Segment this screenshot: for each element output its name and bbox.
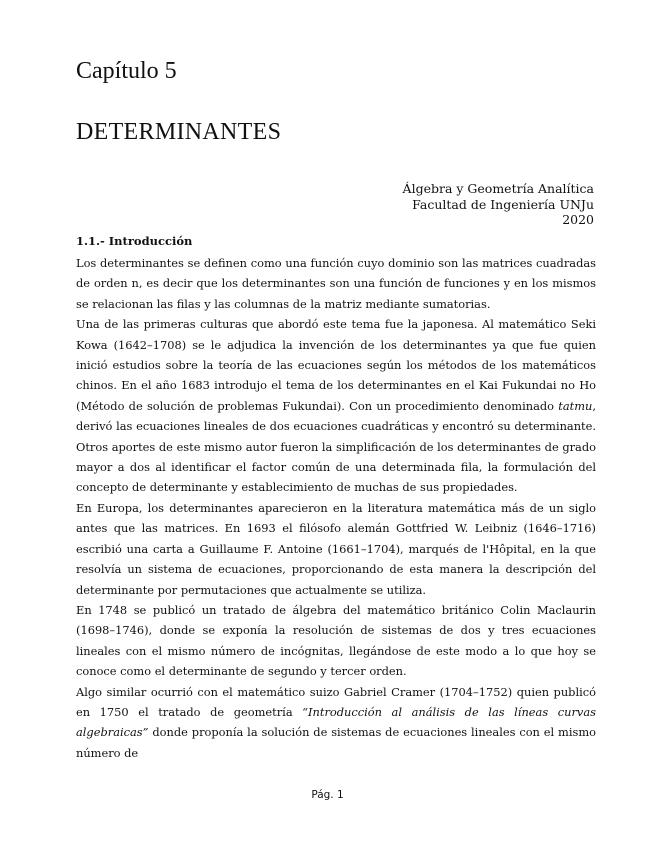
paragraph-1-text: Los determinantes se definen como una función cuyo dominio son las matrices cuadradas de orden n, es decir que los determinantes son una función de funciones y en los mismos se relacionan las filas y las columnas de la matriz mediante sumatorias. [76, 256, 596, 311]
paragraph-2 [76, 314, 596, 498]
paragraph-5 [76, 682, 596, 764]
paragraph-1 [76, 253, 596, 314]
document-year: 2020 [562, 212, 594, 227]
paragraph-5-italic: “Introducción al análisis de las líneas curvas algebraicas” [76, 704, 596, 740]
paragraph-3-text: En Europa, los determinantes aparecieron en la literatura matemática más de un siglo antes que las matrices. En 1693 el filósofo alemán Gottfried W. Leibniz (1646–1716) escribió una carta a Guillaume F. Antoine (1661–1704), marqués de l'Hôpital, en la que resolvía un sistema de ecuaciones, proporcionando de esta manera la descripción del determinante por permutaciones que actualmente se utiliza. [76, 500, 596, 597]
body-text [76, 253, 596, 763]
paragraph-4 [76, 600, 596, 682]
faculty-name: Facultad de Ingeniería UNJu [412, 196, 594, 212]
paragraph-3 [76, 498, 596, 600]
paragraph-2-italic: tatmu [558, 398, 593, 413]
paragraph-2-text-b: , derivó las ecuaciones lineales de dos ecuaciones cuadráticas y encontró su determinante. Otros aportes de este mismo autor fueron la simplificación de los determinantes de grado mayor a dos al identificar el factor común de una determinada fila, la formulación del concepto de determinante y establecimiento de muchas de sus propiedades. [76, 398, 596, 495]
chapter-label: Capítulo 5 [76, 58, 177, 84]
page-number: Pág. 1 [311, 789, 344, 801]
document-meta [403, 181, 594, 228]
section-heading: 1.1.- Introducción [76, 234, 193, 248]
paragraph-5-text-a: Algo similar ocurrió con el matemático suizo Gabriel Cramer (1704–1752) quien publicó en 1750 el tratado de geometría [76, 684, 596, 719]
paragraph-4-text: En 1748 se publicó un tratado de álgebra del matemático británico Colin Maclaurin (1698–1746), donde se exponía la resolución de sistemas de dos y tres ecuaciones lineales con el mismo número de incógnitas, llegándose de este modo a lo que hoy se conoce como el determinante de segundo y tercer orden. [76, 602, 596, 679]
course-name: Álgebra y Geometría Analítica [402, 181, 594, 196]
paragraph-2-text-a: Una de las primeras culturas que abordó este tema fue la japonesa. Al matemático Seki Kowa (1642–1708) se le adjudica la invención de los determinantes ya que fue quien inició estudios sobre la teoría de las ecuaciones según los métodos de los matemáticos chinos. En el año 1683 introdujo el tema de los determinantes en el Kai Fukundai no Ho (Método de solución de problemas Fukundai). Con un procedimiento denominado [76, 317, 596, 413]
paragraph-5-text-b: donde proponía la solución de sistemas de ecuaciones lineales con el mismo número de [76, 725, 596, 760]
page-title: DETERMINANTES [76, 119, 282, 145]
